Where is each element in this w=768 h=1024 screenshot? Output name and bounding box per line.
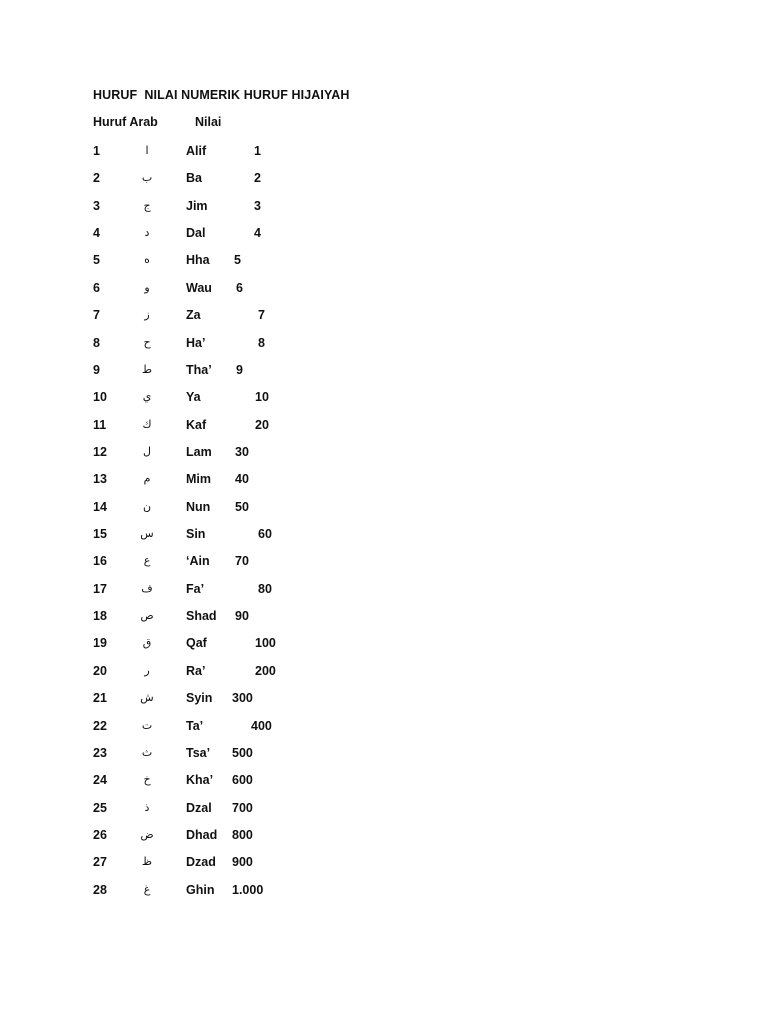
row-number: 19 [93,636,107,651]
row-number: 6 [93,280,100,295]
table-row [0,417,768,437]
letter-name: Dhad [186,828,218,842]
row-number: 10 [93,390,107,405]
table-row [0,772,768,792]
row-number: 21 [93,691,107,706]
row-number: 5 [93,253,100,268]
numeric-value: 900 [232,855,253,870]
numeric-value: 300 [232,691,253,706]
table-row [0,827,768,847]
arabic-letter: ف [141,581,153,595]
row-number: 17 [93,581,107,596]
arabic-letter: د [144,226,150,240]
numeric-value: 4 [254,226,261,241]
row-number: 18 [93,609,107,624]
row-number: 26 [93,828,107,842]
numeric-value: 90 [235,609,249,624]
arabic-letter: ث [141,745,153,759]
letter-name: Hha [186,253,210,268]
letter-name: Ha’ [186,335,206,350]
row-number: 24 [93,773,107,788]
numeric-value: 1.000 [232,882,264,897]
numeric-value: 2 [254,171,261,186]
row-number: 28 [93,882,107,897]
table-row [0,581,768,601]
letter-name: Ra’ [186,663,206,678]
arabic-letter: ذ [144,800,150,814]
arabic-letter: ط [141,362,153,376]
letter-name: Ya [186,390,201,405]
arabic-letter: ن [142,499,152,513]
arabic-letter: و [144,280,150,294]
numeric-value: 400 [251,718,272,733]
row-number: 12 [93,444,107,459]
numeric-value: 200 [255,663,276,678]
numeric-value: 500 [232,745,253,760]
arabic-letter: ز [144,308,150,322]
numeric-value: 1 [254,144,261,158]
numeric-value: 7 [258,308,265,323]
table-row [0,225,768,245]
arabic-letter: ب [141,171,153,185]
numeric-value: 700 [232,800,253,815]
table-row [0,499,768,519]
arabic-letter: ق [142,636,152,650]
numeric-value: 5 [234,253,241,268]
row-number: 3 [93,198,100,213]
numeric-value: 10 [255,390,269,405]
row-number: 22 [93,718,107,733]
table-row [0,198,768,218]
numeric-value: 9 [236,362,243,377]
arabic-letter: ك [142,417,152,431]
numeric-value: 20 [255,417,269,432]
page-title: HURUF NILAI NUMERIK HURUF HIJAIYAH [93,88,350,102]
letter-name: Ghin [186,882,215,897]
table-row [0,690,768,710]
letter-name: Kaf [186,417,207,432]
numeric-value: 6 [236,280,243,295]
row-number: 15 [93,527,107,542]
arabic-letter: ر [144,663,150,677]
letter-name: Dzad [186,855,216,870]
table-row [0,471,768,491]
arabic-letter: غ [143,882,151,896]
letter-name: Dal [186,226,206,241]
table-row [0,663,768,683]
row-number: 25 [93,800,107,815]
arabic-letter: خ [143,773,151,787]
letter-name: Lam [186,444,212,459]
table-row [0,854,768,874]
row-number: 4 [93,226,100,241]
row-number: 13 [93,472,107,487]
row-number: 9 [93,362,100,377]
row-number: 20 [93,663,107,678]
row-number: 2 [93,171,100,186]
numeric-value: 30 [235,444,249,459]
table-row [0,608,768,628]
table-row [0,280,768,300]
numeric-value: 80 [258,581,272,596]
table-row [0,143,768,163]
letter-name: Tsa’ [186,745,211,760]
column-header-huruf-arab: Huruf Arab [93,115,158,129]
row-number: 14 [93,499,107,514]
arabic-letter: ل [143,444,151,458]
letter-name: Za [186,308,201,323]
letter-name: ‘Ain [186,554,210,569]
table-row [0,800,768,820]
letter-name: Alif [186,144,207,158]
numeric-value: 600 [232,773,253,788]
arabic-letter: ش [140,691,154,705]
row-number: 23 [93,745,107,760]
row-number: 27 [93,855,107,870]
letter-name: Mim [186,472,211,487]
column-header-nilai: Nilai [195,115,222,129]
arabic-letter: ع [143,554,151,568]
table-row [0,882,768,902]
letter-name: Kha’ [186,773,214,788]
table-row [0,635,768,655]
numeric-value: 100 [255,636,276,651]
letter-name: Nun [186,499,211,514]
numeric-value: 800 [232,828,253,842]
numeric-value: 8 [258,335,265,350]
arabic-letter: ض [140,828,154,841]
letter-name: Ta’ [186,718,204,733]
arabic-letter: ا [145,144,149,157]
letter-name: Tha’ [186,362,212,377]
table-row [0,307,768,327]
letter-name: Fa’ [186,581,205,596]
table-row [0,362,768,382]
arabic-letter: ي [142,390,152,404]
table-row [0,170,768,190]
table-row [0,389,768,409]
letter-name: Dzal [186,800,212,815]
arabic-letter: ظ [141,855,153,869]
arabic-letter: ه [144,253,150,267]
letter-name: Ba [186,171,202,186]
table-row [0,553,768,573]
row-number: 8 [93,335,100,350]
table-row [0,745,768,765]
letter-name: Qaf [186,636,207,651]
letter-name: Wau [186,280,212,295]
row-number: 16 [93,554,107,569]
numeric-value: 50 [235,499,249,514]
arabic-letter: ت [141,718,153,732]
numeric-value: 40 [235,472,249,487]
arabic-letter: ص [140,609,154,623]
numeric-value: 3 [254,198,261,213]
table-row [0,252,768,272]
letter-name: Syin [186,691,213,706]
row-number: 7 [93,308,100,323]
row-number: 11 [93,417,107,432]
table-row [0,526,768,546]
arabic-letter: س [140,527,154,541]
letter-name: Sin [186,527,206,542]
arabic-letter: ح [143,335,151,349]
letter-name: Jim [186,198,208,213]
arabic-letter: م [143,472,151,486]
numeric-value: 60 [258,527,272,542]
arabic-letter: ج [143,198,151,212]
table-row [0,444,768,464]
letter-name: Shad [186,609,217,624]
row-number: 1 [93,144,100,158]
table-row [0,718,768,738]
table-row [0,335,768,355]
numeric-value: 70 [235,554,249,569]
